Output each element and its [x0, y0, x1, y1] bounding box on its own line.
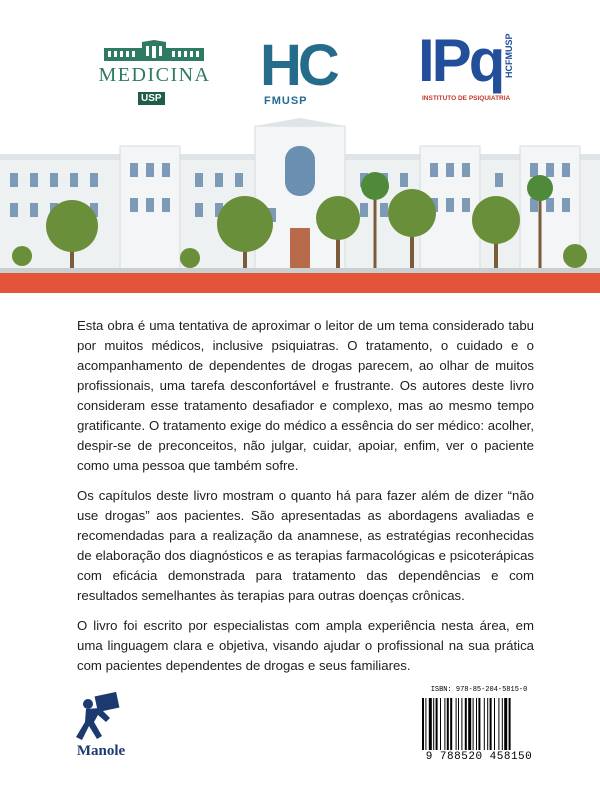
- barcode-digits: 9 788520 458150: [425, 751, 533, 763]
- porter-carrying-book-icon: [66, 688, 136, 743]
- paragraph-2: Os capítulos deste livro mostram o quanto há para fazer além de dizer “não use drogas” aos pacientes. São apresentadas as abordagens avaliadas e recomendadas para a realização da anamnese, as estratégias reconhecidas de elaboração dos diagnósticos e as terapias farmacológicas e psicoterápicas com eficácia demonstrada para tratamento das dependências e com resultados semelhantes às terapias para outras doenças crônicas.: [77, 488, 534, 603]
- hc-fmusp-logo: [260, 33, 345, 112]
- ipq-institute-label: INSTITUTO DE PSIQUIATRIA: [422, 95, 511, 102]
- publisher-name: Manole: [76, 743, 126, 759]
- back-cover-text: [77, 316, 534, 686]
- medicina-usp-logo: [92, 40, 217, 115]
- faculty-building-icon: [104, 40, 204, 62]
- paragraph-3: O livro foi escrito por especialistas com ampla experiência nesta área, em uma linguagem clara e objetiva, visando ajudar o profissional na sua prática com pacientes dependentes de drogas e seus familiares.: [77, 618, 534, 673]
- ipq-side-label: HCFMUSP: [504, 33, 514, 78]
- isbn-barcode: [420, 686, 538, 772]
- hc-wordmark: HC: [260, 33, 336, 98]
- ipq-logo: [418, 27, 528, 118]
- publisher-logo: [66, 688, 136, 768]
- barcode-bars: [420, 698, 538, 752]
- hospital-building-illustration: [0, 118, 600, 293]
- isbn-label: ISBN: 978-85-204-5815-0: [430, 686, 528, 694]
- paragraph-1: Esta obra é uma tentativa de aproximar o leitor de um tema considerado tabu por muitos médicos, inclusive psiquiatras. O tratamento, o cuidado e o acompanhamento de dependentes de drogas parecem, ao olhar de muitos profissionais, uma tarefa desconfortável e frustrante. Os autores deste livro consideram esse tratamento desafiador e complexo, mas ao mesmo tempo gratificante. O tratamento exige do médico a essência do ser médico: acolher, despir-se de preconceitos, não julgar, cuidar, apoiar, enfim, ver o paciente como uma pessoa que também sofre.: [77, 318, 534, 473]
- usp-wordmark: USP: [138, 92, 165, 105]
- fmusp-wordmark: FMUSP: [264, 95, 308, 107]
- medicina-wordmark: MEDICINA: [98, 64, 211, 86]
- ipq-wordmark: IPq: [418, 27, 503, 94]
